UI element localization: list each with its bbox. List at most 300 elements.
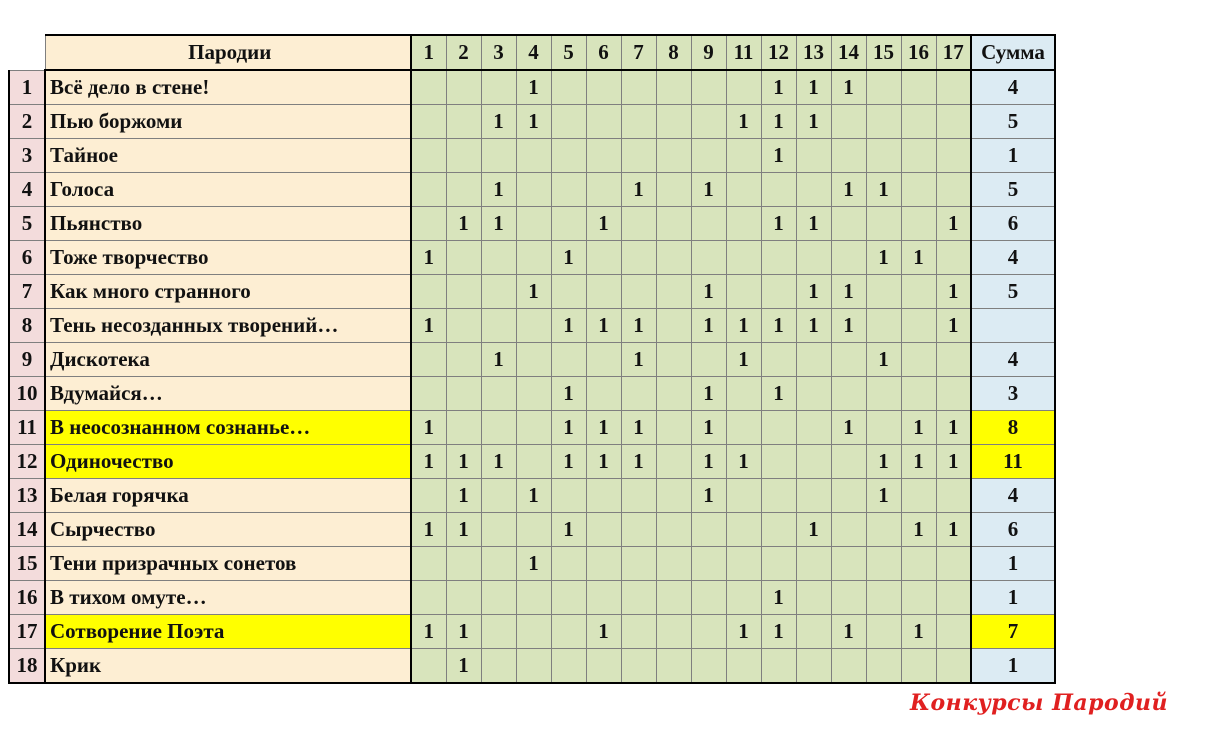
vote-cell [831,343,866,377]
vote-cell: 1 [726,615,761,649]
vote-cell [516,411,551,445]
vote-cell [516,309,551,343]
column-header-judge: 14 [831,35,866,70]
vote-cell [866,411,901,445]
vote-cell [446,70,481,105]
vote-cell [761,411,796,445]
vote-cell: 1 [936,207,971,241]
row-number: 16 [9,581,45,615]
vote-cell [586,173,621,207]
vote-cell [551,479,586,513]
vote-cell [761,241,796,275]
parody-title: Тень несозданных творений… [45,309,411,343]
sum-cell: 5 [971,173,1055,207]
vote-cell: 1 [901,241,936,275]
vote-cell [586,70,621,105]
vote-cell: 1 [481,173,516,207]
vote-cell [761,649,796,684]
column-header-judge: 13 [796,35,831,70]
vote-cell [936,547,971,581]
vote-cell [551,173,586,207]
vote-cell [901,105,936,139]
vote-cell: 1 [621,173,656,207]
vote-cell [691,615,726,649]
vote-cell [866,70,901,105]
vote-cell [796,377,831,411]
vote-cell: 1 [551,377,586,411]
vote-cell [901,139,936,173]
vote-cell: 1 [516,105,551,139]
table-row [9,649,1055,684]
vote-cell [481,139,516,173]
vote-cell [866,649,901,684]
vote-cell [691,513,726,547]
vote-cell [796,615,831,649]
vote-cell [411,139,446,173]
row-number: 9 [9,343,45,377]
sum-cell: 4 [971,343,1055,377]
vote-cell: 1 [621,445,656,479]
table-row [9,513,1055,547]
vote-cell: 1 [446,207,481,241]
vote-cell: 1 [446,649,481,684]
vote-cell [621,547,656,581]
vote-cell [936,70,971,105]
vote-cell [481,411,516,445]
vote-cell: 1 [691,275,726,309]
vote-cell [796,241,831,275]
vote-cell [656,173,691,207]
vote-cell: 1 [411,309,446,343]
vote-cell [761,513,796,547]
vote-cell [901,649,936,684]
vote-cell [761,445,796,479]
row-number: 11 [9,411,45,445]
vote-cell [446,343,481,377]
vote-cell [551,615,586,649]
vote-cell: 1 [621,343,656,377]
vote-cell [831,649,866,684]
vote-cell [831,445,866,479]
vote-cell: 1 [936,309,971,343]
vote-cell [621,241,656,275]
vote-cell [446,173,481,207]
vote-cell: 1 [691,411,726,445]
vote-cell [901,343,936,377]
vote-cell [621,275,656,309]
vote-cell [481,70,516,105]
vote-cell: 1 [726,309,761,343]
vote-cell [516,241,551,275]
parody-title: Белая горячка [45,479,411,513]
vote-cell [796,649,831,684]
vote-cell [586,139,621,173]
vote-cell [691,547,726,581]
vote-cell [551,581,586,615]
vote-cell: 1 [901,615,936,649]
vote-cell: 1 [411,241,446,275]
results-table [8,34,1056,684]
vote-cell [656,547,691,581]
vote-cell: 1 [761,70,796,105]
vote-cell [586,275,621,309]
vote-cell: 1 [761,377,796,411]
vote-cell [411,207,446,241]
vote-cell [866,615,901,649]
vote-cell: 1 [866,445,901,479]
vote-cell: 1 [446,615,481,649]
vote-cell: 1 [796,275,831,309]
vote-cell: 1 [551,241,586,275]
vote-cell: 1 [411,445,446,479]
vote-cell: 1 [831,70,866,105]
vote-cell [446,275,481,309]
vote-cell: 1 [831,615,866,649]
vote-cell [691,139,726,173]
parody-title: Пьянство [45,207,411,241]
vote-cell [481,547,516,581]
vote-cell [446,309,481,343]
vote-cell [516,173,551,207]
vote-cell [516,615,551,649]
row-number: 1 [9,70,45,105]
vote-cell [866,581,901,615]
column-header-judge: 4 [516,35,551,70]
vote-cell [656,309,691,343]
column-header-judge: 7 [621,35,656,70]
vote-cell: 1 [446,445,481,479]
vote-cell [411,377,446,411]
vote-cell [516,139,551,173]
vote-cell [621,581,656,615]
sum-cell: 5 [971,275,1055,309]
vote-cell [831,547,866,581]
vote-cell [481,309,516,343]
vote-cell: 1 [516,275,551,309]
vote-cell [411,581,446,615]
vote-cell [901,309,936,343]
vote-cell [691,343,726,377]
vote-cell [481,377,516,411]
sum-cell: 1 [971,547,1055,581]
vote-cell: 1 [586,445,621,479]
vote-cell [586,241,621,275]
vote-cell: 1 [936,513,971,547]
column-header-title: Пародии [45,35,411,70]
row-number: 2 [9,105,45,139]
vote-cell: 1 [586,615,621,649]
vote-cell [936,615,971,649]
vote-cell: 1 [481,105,516,139]
vote-cell [446,547,481,581]
vote-cell [691,70,726,105]
vote-cell [726,411,761,445]
table-row [9,173,1055,207]
vote-cell [936,241,971,275]
row-number: 6 [9,241,45,275]
vote-cell [411,70,446,105]
vote-cell [726,173,761,207]
vote-cell [586,377,621,411]
vote-cell: 1 [516,547,551,581]
vote-cell: 1 [621,411,656,445]
vote-cell [656,513,691,547]
vote-cell [446,581,481,615]
vote-cell [516,513,551,547]
column-header-judge: 3 [481,35,516,70]
parody-title: Дискотека [45,343,411,377]
vote-cell [516,649,551,684]
parody-title: В неосознанном сознанье… [45,411,411,445]
vote-cell: 1 [796,309,831,343]
vote-cell [796,479,831,513]
column-header-judge: 8 [656,35,691,70]
vote-cell: 1 [761,207,796,241]
vote-cell: 1 [551,513,586,547]
vote-cell: 1 [936,411,971,445]
vote-cell: 1 [411,411,446,445]
vote-cell [866,105,901,139]
vote-cell [411,173,446,207]
vote-cell [656,105,691,139]
sum-cell: 5 [971,105,1055,139]
vote-cell [621,105,656,139]
vote-cell [796,343,831,377]
vote-cell [551,547,586,581]
vote-cell: 1 [691,479,726,513]
vote-cell [516,377,551,411]
vote-cell [796,139,831,173]
vote-cell: 1 [936,445,971,479]
vote-cell: 1 [726,445,761,479]
vote-cell: 1 [866,343,901,377]
sum-cell: 4 [971,70,1055,105]
row-number: 4 [9,173,45,207]
vote-cell [866,139,901,173]
parody-title: Как много странного [45,275,411,309]
vote-cell [586,547,621,581]
vote-cell [691,207,726,241]
table-row [9,479,1055,513]
vote-cell [481,581,516,615]
vote-cell [586,479,621,513]
vote-cell [726,513,761,547]
vote-cell: 1 [796,105,831,139]
vote-cell [656,377,691,411]
vote-cell: 1 [901,445,936,479]
parody-title: Тоже творчество [45,241,411,275]
vote-cell [726,547,761,581]
vote-cell [796,547,831,581]
vote-cell: 1 [761,615,796,649]
table-row [9,105,1055,139]
vote-cell [726,70,761,105]
row-number: 17 [9,615,45,649]
column-header-sum: Сумма [971,35,1055,70]
sum-cell: 7 [971,615,1055,649]
vote-cell [901,207,936,241]
parody-title: Сырчество [45,513,411,547]
vote-cell: 1 [691,445,726,479]
vote-cell [936,105,971,139]
vote-cell [481,513,516,547]
vote-cell [411,649,446,684]
vote-cell: 1 [726,105,761,139]
vote-cell [586,649,621,684]
vote-cell [411,547,446,581]
vote-cell [621,70,656,105]
vote-cell [621,649,656,684]
column-header-judge: 16 [901,35,936,70]
vote-cell [761,479,796,513]
sum-cell: 1 [971,139,1055,173]
vote-cell: 1 [761,309,796,343]
vote-cell [901,173,936,207]
sum-cell: 8 [971,411,1055,445]
vote-cell: 1 [481,343,516,377]
table-row [9,241,1055,275]
vote-cell: 1 [796,70,831,105]
table-row [9,445,1055,479]
vote-cell: 1 [551,411,586,445]
table-row [9,581,1055,615]
vote-cell [481,649,516,684]
row-number: 12 [9,445,45,479]
vote-cell [726,275,761,309]
vote-cell [796,411,831,445]
parody-title: Крик [45,649,411,684]
vote-cell: 1 [446,479,481,513]
table-row [9,343,1055,377]
vote-cell [551,207,586,241]
vote-cell [656,615,691,649]
table-row [9,70,1055,105]
vote-cell [656,343,691,377]
vote-cell [761,343,796,377]
parody-title: Голоса [45,173,411,207]
vote-cell [656,275,691,309]
vote-cell [936,649,971,684]
vote-cell: 1 [761,105,796,139]
table-row [9,615,1055,649]
parody-title: Вдумайся… [45,377,411,411]
sum-cell: 4 [971,241,1055,275]
vote-cell [586,513,621,547]
row-number: 15 [9,547,45,581]
vote-cell [866,547,901,581]
column-header-judge: 15 [866,35,901,70]
vote-cell: 1 [866,241,901,275]
vote-cell [866,207,901,241]
parody-title: Одиночество [45,445,411,479]
vote-cell: 1 [411,615,446,649]
vote-cell [866,513,901,547]
vote-cell [726,649,761,684]
vote-cell [656,411,691,445]
vote-cell: 1 [586,411,621,445]
vote-cell [761,547,796,581]
vote-cell [446,139,481,173]
vote-cell: 1 [831,173,866,207]
vote-cell [796,173,831,207]
vote-cell [411,105,446,139]
vote-cell [516,207,551,241]
vote-cell: 1 [691,173,726,207]
table-row [9,411,1055,445]
vote-cell: 1 [901,411,936,445]
column-header-judge: 17 [936,35,971,70]
vote-cell: 1 [866,479,901,513]
row-number: 7 [9,275,45,309]
row-number: 10 [9,377,45,411]
vote-cell [446,241,481,275]
vote-cell [551,70,586,105]
vote-cell [586,343,621,377]
vote-cell [656,479,691,513]
vote-cell: 1 [831,275,866,309]
header-row [9,35,1055,70]
vote-cell [446,377,481,411]
column-header-judge: 12 [761,35,796,70]
vote-cell [936,173,971,207]
vote-cell: 1 [831,309,866,343]
vote-cell [901,70,936,105]
sum-cell [971,309,1055,343]
vote-cell [621,207,656,241]
vote-cell: 1 [516,70,551,105]
sum-cell: 1 [971,649,1055,684]
vote-cell [726,139,761,173]
vote-cell: 1 [726,343,761,377]
vote-cell [726,581,761,615]
vote-cell: 1 [586,207,621,241]
column-header-judge: 11 [726,35,761,70]
vote-cell: 1 [481,207,516,241]
vote-cell: 1 [586,309,621,343]
vote-cell [726,377,761,411]
sum-cell: 1 [971,581,1055,615]
vote-cell: 1 [866,173,901,207]
vote-cell [831,139,866,173]
vote-cell [586,105,621,139]
parody-title: Пью боржоми [45,105,411,139]
vote-cell [516,445,551,479]
vote-cell [831,241,866,275]
vote-cell: 1 [621,309,656,343]
vote-cell [446,105,481,139]
vote-cell [656,139,691,173]
vote-cell [656,649,691,684]
vote-cell [901,479,936,513]
vote-cell [901,581,936,615]
parody-title: Тайное [45,139,411,173]
vote-cell [551,139,586,173]
vote-cell [831,581,866,615]
vote-cell [551,275,586,309]
corner-cell [9,35,45,70]
row-number: 5 [9,207,45,241]
vote-cell [621,139,656,173]
vote-cell: 1 [761,581,796,615]
vote-cell: 1 [796,207,831,241]
vote-cell [936,581,971,615]
column-header-judge: 9 [691,35,726,70]
column-header-judge: 1 [411,35,446,70]
vote-cell [936,139,971,173]
vote-cell [726,241,761,275]
vote-cell [901,547,936,581]
parody-title: Тени призрачных сонетов [45,547,411,581]
